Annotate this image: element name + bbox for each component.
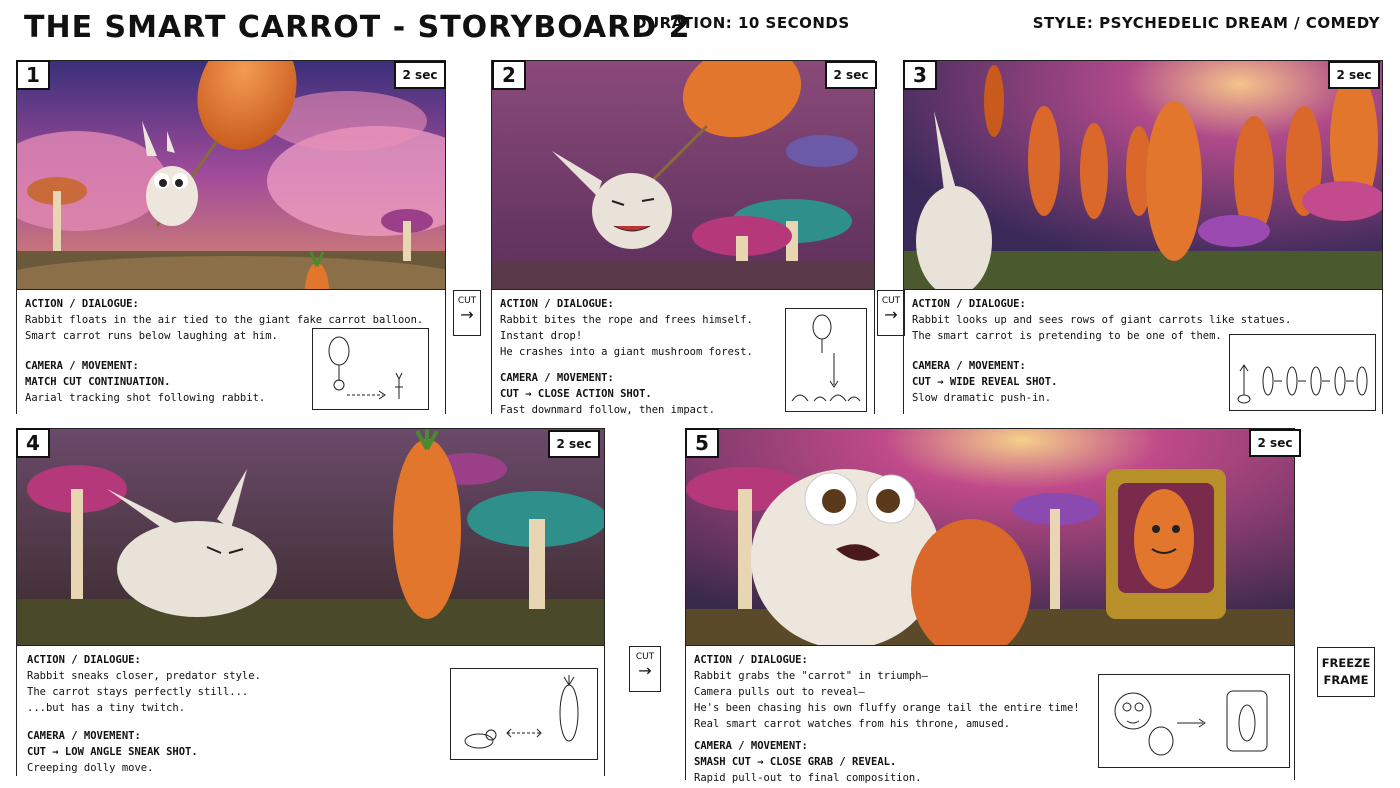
camera-line: Fast downmard follow, then impact.: [500, 404, 715, 416]
action-line: ...but has a tiny twitch.: [27, 702, 186, 714]
panel-1-duration: 2 sec: [394, 61, 446, 89]
panel-3-illustration: [904, 61, 1383, 290]
panel-5-number: 5: [685, 428, 719, 458]
camera-line: MATCH CUT CONTINUATION.: [25, 376, 171, 388]
camera-heading: CAMERA / MOVEMENT:: [27, 730, 141, 742]
camera-heading: CAMERA / MOVEMENT:: [500, 372, 614, 384]
panel-1-illustration: [17, 61, 446, 290]
action-line: The carrot stays perfectly still...: [27, 686, 249, 698]
panel-3-duration: 2 sec: [1328, 61, 1380, 89]
action-heading: ACTION / DIALOGUE:: [912, 298, 1026, 310]
action-line: Camera pulls out to reveal—: [694, 686, 865, 698]
action-line: Instant drop!: [500, 330, 583, 342]
panel-1-number: 1: [16, 60, 50, 90]
action-heading: ACTION / DIALOGUE:: [500, 298, 614, 310]
camera-line: CUT → LOW ANGLE SNEAK SHOT.: [27, 746, 198, 758]
action-line: He crashes into a giant mushroom forest.: [500, 346, 753, 358]
cut-transition-3: [629, 646, 661, 692]
camera-line: CUT → WIDE REVEAL SHOT.: [912, 376, 1058, 388]
panel-4-illustration: [17, 429, 605, 646]
duration-label: DURATION: 10 SECONDS: [634, 14, 850, 32]
freeze-line-2: FRAME: [1323, 673, 1369, 687]
carrot-row-sketch-icon: [1229, 334, 1376, 411]
sneak-sketch-icon: [450, 668, 598, 760]
throne-reveal-sketch-icon: [1098, 674, 1290, 768]
panel-4-image: [16, 428, 605, 646]
camera-line: SMASH CUT → CLOSE GRAB / REVEAL.: [694, 756, 897, 768]
cut-arrow-icon: →: [884, 305, 898, 324]
action-line: Smart carrot runs below laughing at him.: [25, 330, 278, 342]
panel-3-image: [903, 60, 1383, 290]
camera-line: Rapid pull-out to final composition.: [694, 772, 922, 784]
action-heading: ACTION / DIALOGUE:: [27, 654, 141, 666]
cut-transition-2: [877, 290, 905, 336]
cut-transition-1: [453, 290, 481, 336]
action-line: Rabbit grabs the "carrot" in triumph—: [694, 670, 928, 682]
panel-2-number: 2: [492, 60, 526, 90]
page-title: THE SMART CARROT - STORYBOARD 2: [24, 10, 691, 45]
panel-4-number: 4: [16, 428, 50, 458]
cut-label: CUT: [881, 296, 901, 306]
action-line: The smart carrot is pretending to be one of them.: [912, 330, 1222, 342]
storyboard-header: [0, 0, 1400, 52]
camera-line: Creeping dolly move.: [27, 762, 154, 774]
action-line: Rabbit bites the rope and frees himself.: [500, 314, 753, 326]
style-label: STYLE: PSYCHEDELIC DREAM / COMEDY: [1032, 14, 1380, 32]
panel-4-duration: 2 sec: [548, 430, 600, 458]
action-line: Rabbit floats in the air tied to the giant fake carrot balloon.: [25, 314, 424, 326]
balloon-rabbit-sketch-icon: [312, 328, 429, 410]
panel-2-illustration: [492, 61, 875, 290]
camera-heading: CAMERA / MOVEMENT:: [694, 740, 808, 752]
camera-heading: CAMERA / MOVEMENT:: [912, 360, 1026, 372]
camera-line: Slow dramatic push-in.: [912, 392, 1052, 404]
action-line: He's been chasing his own fluffy orange tail the entire time!: [694, 702, 1080, 714]
cut-arrow-icon: →: [460, 305, 474, 324]
panel-5-image: [685, 428, 1295, 646]
cut-label: CUT: [457, 296, 477, 306]
action-line: Rabbit sneaks closer, predator style.: [27, 670, 261, 682]
panel-5-illustration: [686, 429, 1295, 646]
panel-2-image: [491, 60, 875, 290]
action-line: Rabbit looks up and sees rows of giant carrots like statues.: [912, 314, 1292, 326]
panel-3-number: 3: [903, 60, 937, 90]
drop-mushroom-sketch-icon: [785, 308, 867, 412]
action-heading: ACTION / DIALOGUE:: [694, 654, 808, 666]
camera-line: Aarial tracking shot following rabbit.: [25, 392, 266, 404]
freeze-line-1: FREEZE: [1321, 656, 1371, 670]
action-heading: ACTION / DIALOGUE:: [25, 298, 139, 310]
freeze-frame-label: [1317, 647, 1375, 697]
cut-label: CUT: [635, 652, 655, 662]
camera-line: CUT → CLOSE ACTION SHOT.: [500, 388, 652, 400]
cut-arrow-icon: →: [638, 661, 652, 680]
camera-heading: CAMERA / MOVEMENT:: [25, 360, 139, 372]
panel-5-duration: 2 sec: [1249, 429, 1301, 457]
action-line: Real smart carrot watches from his throne, amused.: [694, 718, 1011, 730]
panel-1-image: [16, 60, 446, 290]
panel-2-duration: 2 sec: [825, 61, 877, 89]
